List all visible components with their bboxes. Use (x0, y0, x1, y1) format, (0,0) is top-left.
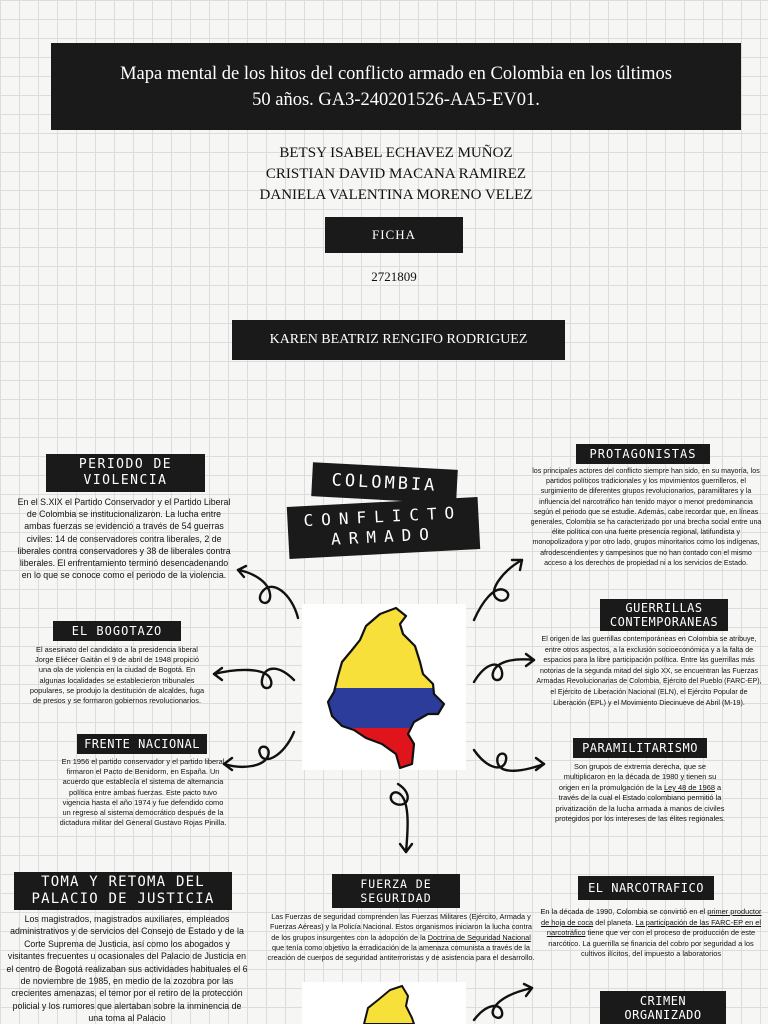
narco-text-a: En la década de 1990, Colombia se convirtió en el (540, 907, 708, 916)
author-3: DANIELA VALENTINA MORENO VELEZ (259, 187, 533, 203)
guerrillas-title (600, 599, 728, 631)
arrow-to-guerrillas-icon (470, 652, 540, 692)
fuerza-seguridad-title (332, 874, 460, 908)
guerrillas-title-1: GUERRILLAS (625, 601, 703, 615)
colombia-map-bottom-icon (302, 982, 466, 1024)
periodo-violencia-body: En el S.XIX el Partido Conservador y el Partido Liberal de Colombia se institucionalizaron. La lucha entre ambas fuerzas se evidenció a través de 54 guerras civiles: 14 de conservadores contra liberales, 2 de liberales contra conservadores y 38 de liberales contra liberales. El enfrentamiento terminó desencadenando en lo que se conoce como el periodo de la violencia. (17, 497, 231, 581)
fuerza-seguridad-body (266, 912, 536, 963)
center-conflicto: CONFLICTO (303, 502, 463, 531)
instructor-banner: KAREN BEATRIZ RENGIFO RODRIGUEZ (232, 320, 565, 360)
arrow-to-frente-icon (218, 726, 298, 776)
paramilitarismo-body (554, 762, 726, 824)
paramilitarismo-title: PARAMILITARISMO (573, 738, 707, 758)
authors (0, 143, 768, 206)
arrow-to-bogotazo-icon (208, 660, 298, 700)
ley-48-link[interactable]: Ley 48 de 1968 (664, 782, 715, 792)
arrow-to-crimen-icon (470, 984, 540, 1024)
colombia-map-icon (302, 604, 466, 770)
fuerza-seguridad-title-2: SEGURIDAD (360, 891, 432, 905)
fuerza-text-a: Las Fuerzas de seguridad comprenden las Fuerzas Militares (Ejército, Armada y Fuerzas Aéreas) y la Policía Nacional. Estos organismos iniciaron la lucha contra de los grupos insurgentes con la adopción de la (269, 912, 532, 942)
toma-palacio-body: Los magistrados, magistrados auxiliares, empleados administrativos y de servicios del Consejo de Estado y de la Corte Suprema de Justicia, así como los abogados y visitantes frecuentes u ocasionales del Palacio de Justicia en el centro de Bogotá realizaban sus actividades habituales el 6 de noviembre de 1985, en medio de la zozobra por las crecientes amenazas, el temor por el retiro de la protección policial y los rumores que alertaban sobre la inminencia de una toma al Palacio (6, 914, 248, 1024)
arrow-to-protagonistas-icon (470, 556, 530, 626)
fuerza-seguridad-title-1: FUERZA DE (360, 877, 432, 891)
center-colombia: COLOMBIA (311, 462, 458, 504)
title-line-2: 50 años. GA3-240201526-AA5-EV01. (252, 90, 540, 110)
author-2: CRISTIAN DAVID MACANA RAMIREZ (265, 166, 527, 182)
productor-coca-link[interactable]: primer productor de hoja de coca (540, 907, 762, 927)
map-red-stripe (302, 728, 466, 770)
toma-palacio-title (14, 872, 232, 910)
toma-palacio-title-2: PALACIO DE JUSTICIA (31, 891, 215, 907)
map-panel (302, 604, 466, 770)
periodo-violencia-title-2: VIOLENCIA (83, 473, 168, 488)
doctrina-seguridad-link[interactable]: Doctrina de Seguridad Nacional (427, 932, 531, 942)
guerrillas-body: El origen de las guerrillas contemporáneas en Colombia se atribuye, entre otros aspectos, a la exclusión socioeconómica y a la falta de espacios para la libre participación política. Entre las guerrillas más notorias de la segunda mitad del siglo XX, se encuentran las Fuerzas Armadas Revolucionarias de Colombia, Ejército del Pueblo (FARC-EP), el Ejército de Liberación Nacional (ELN), el Ejército Popular de Liberación (EPL) y el Movimiento Diecinueve de Abril (M-19). (536, 635, 762, 707)
bogotazo-body: El asesinato del candidato a la presidencia liberal Jorge Eliécer Gaitán el 9 de abril de 1948 propició una ola de violencia en la ciudad de Bogotá. En algunas localidades se establecieron tribunales populares, se produjo la destitución de alcaldes, fuga de presos y se formaron gobiernos revolucionarios. (29, 645, 205, 706)
author-1: BETSY ISABEL ECHAVEZ MUÑOZ (279, 145, 513, 161)
protagonistas-title: PROTAGONISTAS (576, 444, 710, 464)
paramilitarismo-text-b: a través de la cual el Estado colombiano permitió la privatización de la lucha armada a manos de civiles protegidos por los intereses de las élites regionales. (554, 782, 726, 824)
ficha-number: 2721809 (371, 269, 417, 284)
crimen-organizado-title-1: CRIMEN (639, 994, 687, 1008)
narco-text-c: tiene que ver con el proceso de producción de este narcótico. La guerrilla se financia del cobro por seguridad a los cultivos ilícitos, del impuesto a laboratorios (548, 928, 756, 959)
map-yellow-stripe (302, 604, 466, 688)
narco-text-b: del planeta. (593, 917, 636, 927)
paramilitarismo-text-a: Son grupos de extrema derecha, que se multiplicaron en la década de 1980 y tienen su origen en la promulgación de la (558, 762, 717, 792)
center-conflicto-armado (287, 497, 480, 559)
toma-palacio-title-1: TOMA Y RETOMA DEL (41, 874, 205, 890)
fuerza-text-b: que tenía como objetivo la erradicación de la amenaza comunista a través de la creación de cuerpos de seguridad antiterroristas y de asistencia para el desarrollo. (267, 942, 535, 963)
arrow-to-violencia-icon (232, 564, 302, 624)
ficha-label: FICHA (325, 217, 463, 253)
center-armado: ARMADO (330, 524, 438, 549)
arrow-to-fuerza-icon (378, 780, 418, 860)
bogotazo-title: EL BOGOTAZO (53, 621, 181, 641)
frente-nacional-title: FRENTE NACIONAL (77, 734, 207, 754)
crimen-organizado-title (600, 991, 726, 1024)
guerrillas-title-2: CONTEMPORANEAS (609, 615, 719, 629)
periodo-violencia-title (46, 454, 205, 492)
map-panel-bottom (302, 982, 466, 1024)
narcotrafico-title: EL NARCOTRAFICO (578, 876, 714, 900)
arrow-to-paramilitarismo-icon (470, 742, 550, 782)
narcotrafico-body (540, 907, 762, 960)
protagonistas-body: los principales actores del conflicto siempre han sido, en su mayoría, los partidos políticos tradicionales y los movimientos guerrilleros, el surgimiento de diferentes grupos revolucionarios, paramilitares y la influencia del narcotráfico han tenido mayor o menor predominancia según el periodo que se estudie. Además, cabe recordar que, en líneas generales, Colombia se ha caracterizado por una brecha social entre una élite política con una fuerte presencia regional, latifundista y monopolizadora y por otro lado, grupos minoritarios como los indígenas, afrodescendientes y campesinos que no han contado con el mismo acceso a los derechos de propiedad ni a los servicios de Estado. (530, 467, 762, 567)
farc-narcotrafico-link[interactable]: La participación de las FARC-EP en el narcotráfico (546, 917, 762, 938)
title-line-1: Mapa mental de los hitos del conflicto armado en Colombia en los últimos (120, 64, 672, 84)
frente-nacional-body: En 1956 el partido conservador y el partido liberal firmaron el Pacto de Benidorm, en España. Un acuerdo que establecía el sistema de alternancia política entre ambas fuerzas. Este pacto tuvo vigencia hasta el año 1974 y fue defendido como un regreso al sistema democrático después de la dictadura militar del General Gustavo Rojas Pinilla. (59, 757, 227, 828)
crimen-organizado-title-2: ORGANIZADO (624, 1008, 702, 1022)
title-banner (51, 43, 741, 130)
periodo-violencia-title-1: PERIODO DE (78, 457, 173, 472)
